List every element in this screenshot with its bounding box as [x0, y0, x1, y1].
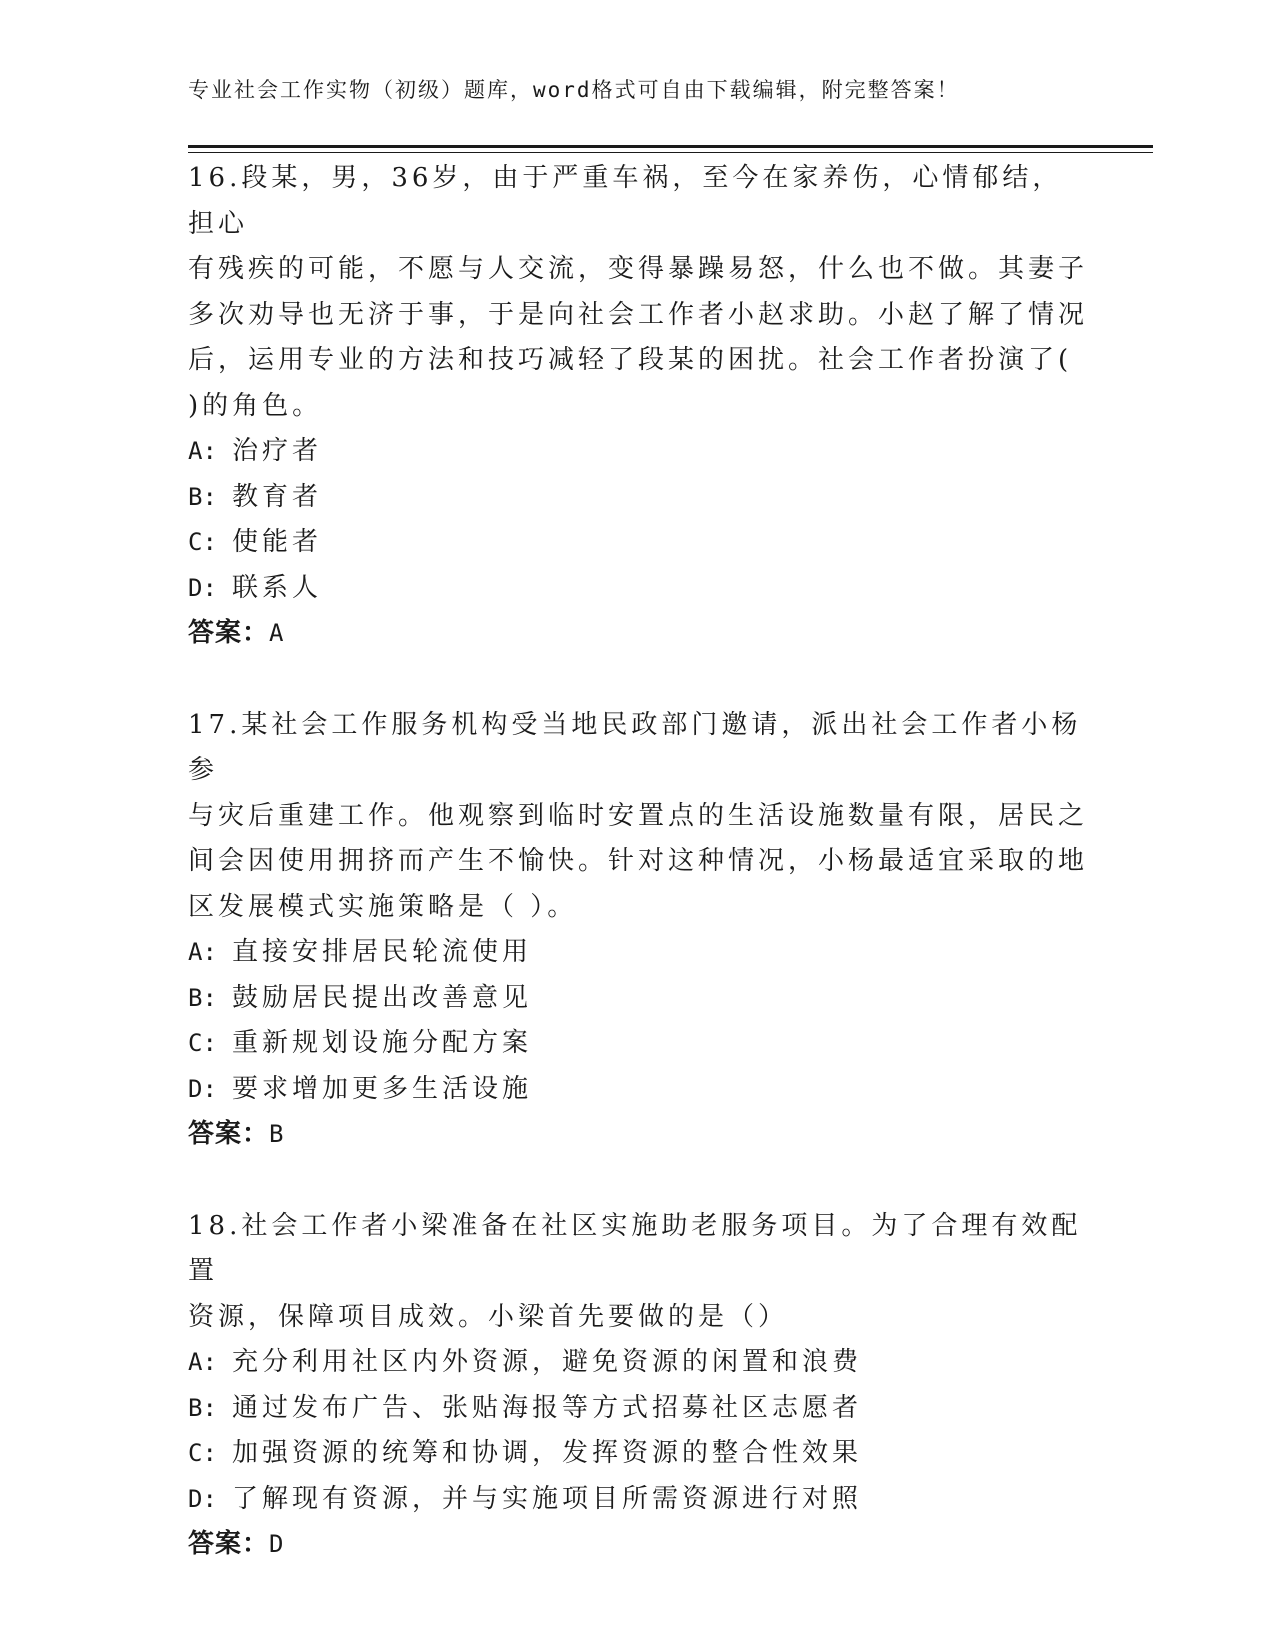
header-rule-thin [188, 152, 1153, 153]
option-key: D: [188, 573, 217, 602]
answer-value: B [269, 1120, 285, 1148]
option-key: D: [188, 1074, 217, 1103]
answer-label: 答案： [188, 618, 270, 648]
question-stem [188, 703, 1088, 931]
option-c [188, 520, 1088, 566]
stem-line: 18.社会工作者小梁准备在社区实施助老服务项目。为了合理有效配置 [188, 1210, 1082, 1286]
option-text: 重新规划设施分配方案 [232, 1028, 533, 1058]
stem-line: 与灾后重建工作。他观察到临时安置点的生活设施数量有限，居民之 [188, 800, 1089, 831]
question-16 [188, 156, 1088, 657]
stem-line: 17.某社会工作服务机构受当地民政部门邀请，派出社会工作者小杨参 [188, 709, 1082, 785]
option-text: 加强资源的统筹和协调，发挥资源的整合性效果 [232, 1438, 863, 1468]
option-b [188, 475, 1088, 521]
stem-line: 16.段某，男，36岁，由于严重车祸，至今在家养伤，心情郁结，担心 [188, 163, 1063, 239]
answer-label: 答案： [188, 1529, 270, 1559]
option-d [188, 1477, 1088, 1523]
stem-line: 有残疾的可能，不愿与人交流，变得暴躁易怒，什么也不做。其妻子 [188, 254, 1089, 284]
option-d [188, 566, 1088, 612]
option-key: B: [188, 482, 217, 511]
header-rule-thick [188, 145, 1153, 148]
answer [188, 1522, 1088, 1568]
stem-line: )的角色。 [188, 390, 323, 421]
option-a [188, 429, 1088, 475]
question-stem [188, 156, 1088, 429]
option-text: 通过发布广告、张贴海报等方式招募社区志愿者 [232, 1392, 863, 1423]
option-text: 充分利用社区内外资源，避免资源的闲置和浪费 [232, 1347, 863, 1377]
option-text: 治疗者 [232, 436, 323, 466]
option-a [188, 930, 1088, 976]
option-key: B: [188, 1393, 217, 1422]
option-text: 直接安排居民轮流使用 [232, 937, 533, 967]
option-key: C: [188, 528, 217, 556]
option-text: 鼓励居民提出改善意见 [232, 982, 533, 1013]
stem-line: 多次劝导也无济于事，于是向社会工作者小赵求助。小赵了解了情况 [188, 299, 1089, 330]
stem-line: 区发展模式实施策略是（ ）。 [188, 891, 578, 922]
option-c [188, 1431, 1088, 1477]
option-text: 教育者 [232, 481, 323, 512]
option-text: 使能者 [232, 527, 323, 557]
option-c [188, 1021, 1088, 1067]
option-d [188, 1067, 1088, 1113]
option-key: D: [188, 1484, 217, 1513]
question-18 [188, 1204, 1088, 1568]
option-a [188, 1340, 1088, 1386]
answer [188, 611, 1088, 657]
answer-value: A [269, 619, 285, 647]
option-b [188, 1386, 1088, 1432]
option-b [188, 976, 1088, 1022]
option-text: 要求增加更多生活设施 [232, 1073, 533, 1104]
stem-line: 资源，保障项目成效。小梁首先要做的是（） [188, 1301, 789, 1332]
page-header: 专业社会工作实物（初级）题库，word格式可自由下载编辑，附完整答案！ [188, 78, 960, 102]
stem-line: 间会因使用拥挤而产生不愉快。针对这种情况，小杨最适宜采取的地 [188, 846, 1089, 876]
question-17 [188, 703, 1088, 1158]
answer-label: 答案： [188, 1119, 270, 1149]
option-key: C: [188, 1029, 217, 1057]
answer-value: D [269, 1530, 285, 1558]
option-key: A: [188, 938, 217, 966]
option-text: 联系人 [232, 572, 323, 603]
option-text: 了解现有资源，并与实施项目所需资源进行对照 [232, 1483, 863, 1514]
stem-line: 后，运用专业的方法和技巧减轻了段某的困扰。社会工作者扮演了( [188, 345, 1073, 375]
question-list [188, 156, 1088, 1614]
option-key: A: [188, 437, 217, 465]
option-key: C: [188, 1439, 217, 1467]
question-stem [188, 1204, 1088, 1341]
option-key: A: [188, 1348, 217, 1376]
option-key: B: [188, 983, 217, 1012]
answer [188, 1112, 1088, 1158]
